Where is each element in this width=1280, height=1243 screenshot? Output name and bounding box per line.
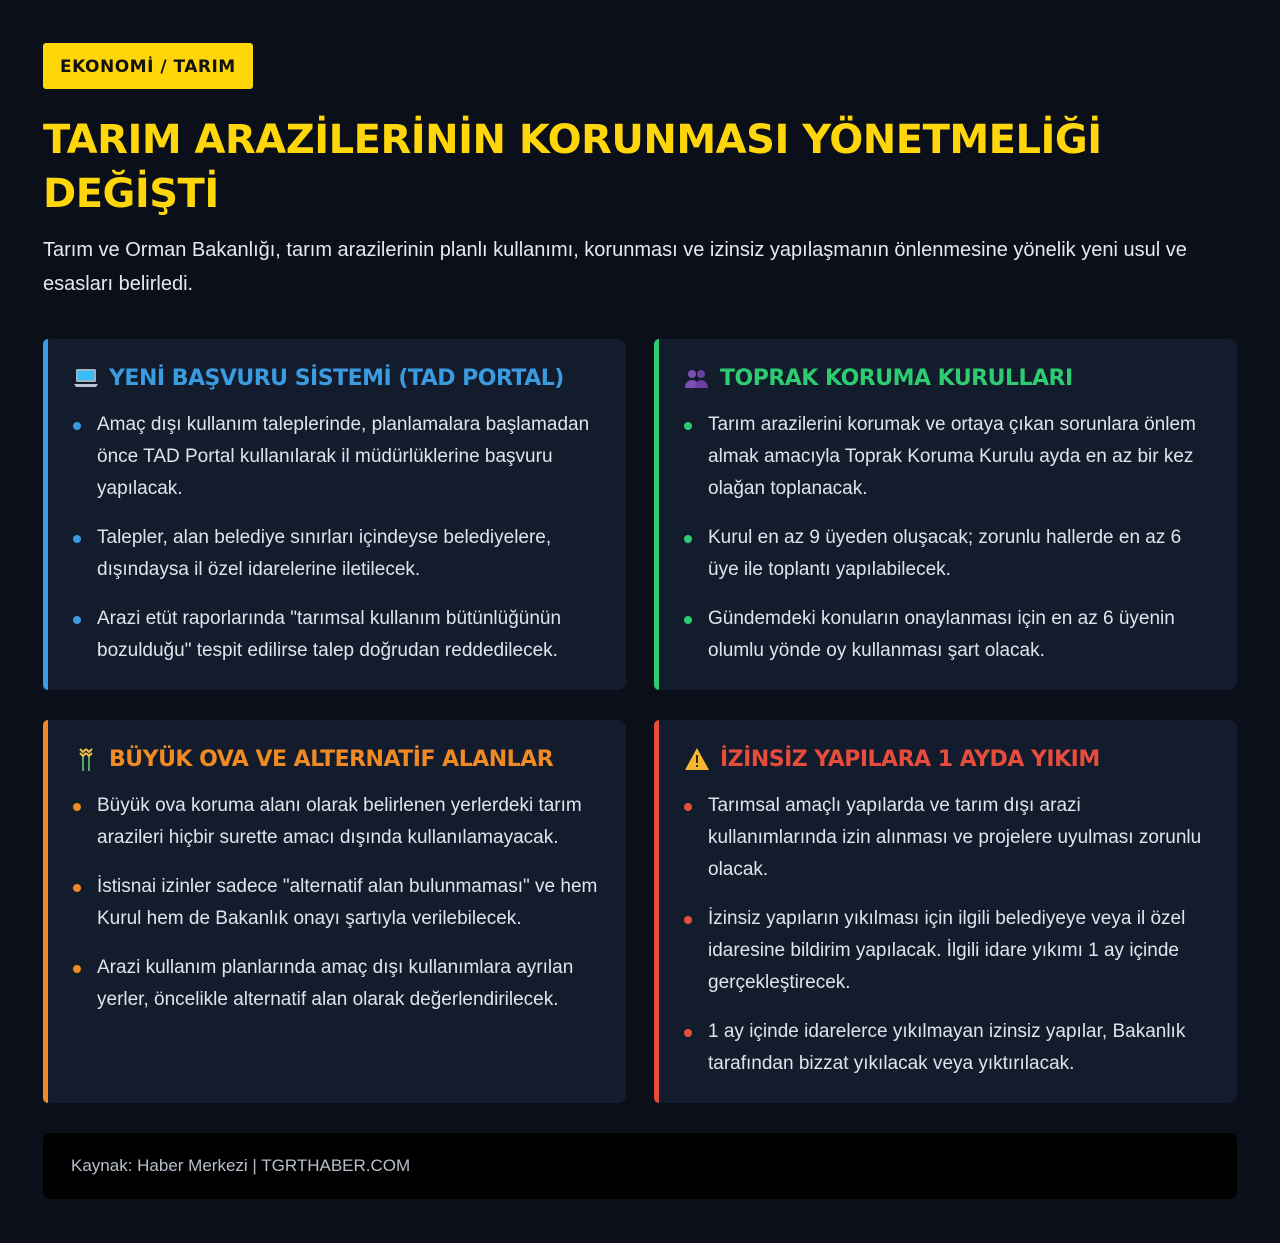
list-item: Tarım arazilerini korumak ve ortaya çıkan sorunlara önlem almak amacıyla Toprak Koruma Kurulu ayda en az bir kez olağan toplanacak. <box>684 409 1213 505</box>
card-tad-portal <box>43 339 626 690</box>
card-title: TOPRAK KORUMA KURULLARI <box>720 365 1073 391</box>
list-item: 1 ay içinde idarelerce yıkılmayan izinsiz yapılar, Bakanlık tarafından bizzat yıkılacak veya yıktırılacak. <box>684 1016 1213 1080</box>
bullet-icon <box>684 916 692 924</box>
bullet-icon <box>684 422 692 430</box>
bullet-icon <box>684 803 692 811</box>
card-izinsiz-yapilar <box>654 720 1237 1103</box>
list-item: Gündemdeki konuların onaylanması için en az 6 üyenin olumlu yönde oy kullanması şart olacak. <box>684 603 1213 667</box>
card-title: BÜYÜK OVA VE ALTERNATİF ALANLAR <box>109 746 554 772</box>
category-badge: EKONOMİ / TARIM <box>43 43 253 89</box>
bullet-icon <box>684 616 692 624</box>
header <box>43 43 1237 301</box>
card-title: İZİNSİZ YAPILARA 1 AYDA YIKIM <box>720 746 1100 772</box>
list-item: Arazi kullanım planlarında amaç dışı kullanımlara ayrılan yerler, öncelikle alternatif alan olarak değerlendirilecek. <box>73 952 602 1016</box>
list-item: Arazi etüt raporlarında "tarımsal kullanım bütünlüğünün bozulduğu" tespit edilirse talep doğrudan reddedilecek. <box>73 603 602 667</box>
source-footer <box>43 1133 1237 1199</box>
laptop-icon <box>73 365 99 391</box>
bullet-icon <box>684 535 692 543</box>
warning-icon <box>684 746 710 772</box>
list-item: İzinsiz yapıların yıkılması için ilgili belediyeye veya il özel idaresine bildirim yapılacak. İlgili idare yıkımı 1 ay içinde gerçekleştirecek. <box>684 903 1213 999</box>
page-title: TARIM ARAZİLERİNİN KORUNMASI YÖNETMELİĞİ DEĞİŞTİ <box>43 117 1102 217</box>
bullet-icon <box>73 616 81 624</box>
bullet-icon <box>73 535 81 543</box>
bullet-icon <box>73 965 81 973</box>
card-title: YENİ BAŞVURU SİSTEMİ (TAD PORTAL) <box>109 365 564 391</box>
bullet-icon <box>73 884 81 892</box>
bullet-icon <box>73 803 81 811</box>
list-item: Tarımsal amaçlı yapılarda ve tarım dışı arazi kullanımlarında izin alınması ve projelere uyulması zorunlu olacak. <box>684 790 1213 886</box>
lead-paragraph: Tarım ve Orman Bakanlığı, tarım arazilerinin planlı kullanımı, korunması ve izinsiz yapılaşmanın önlenmesine yönelik yeni usul ve esasları belirledi. <box>43 239 1187 295</box>
bullet-icon <box>73 422 81 430</box>
bullet-icon <box>684 1029 692 1037</box>
list-item: Talepler, alan belediye sınırları içindeyse belediyelere, dışındaysa il özel idarelerine iletilecek. <box>73 522 602 586</box>
list-item: Amaç dışı kullanım taleplerinde, planlamalara başlamadan önce TAD Portal kullanılarak il müdürlüklerine başvuru yapılacak. <box>73 409 602 505</box>
card-toprak-koruma <box>654 339 1237 690</box>
source-text: Kaynak: Haber Merkezi | TGRTHABER.COM <box>71 1156 411 1175</box>
wheat-icon <box>73 746 99 772</box>
card-buyuk-ova <box>43 720 626 1103</box>
list-item: Büyük ova koruma alanı olarak belirlenen yerlerdeki tarım arazileri hiçbir surette amacı dışında kullanılamayacak. <box>73 790 602 854</box>
people-icon <box>684 365 710 391</box>
list-item: Kurul en az 9 üyeden oluşacak; zorunlu hallerde en az 6 üye ile toplantı yapılabilecek. <box>684 522 1213 586</box>
list-item: İstisnai izinler sadece "alternatif alan bulunmaması" ve hem Kurul hem de Bakanlık onayı şartıyla verilebilecek. <box>73 871 602 935</box>
